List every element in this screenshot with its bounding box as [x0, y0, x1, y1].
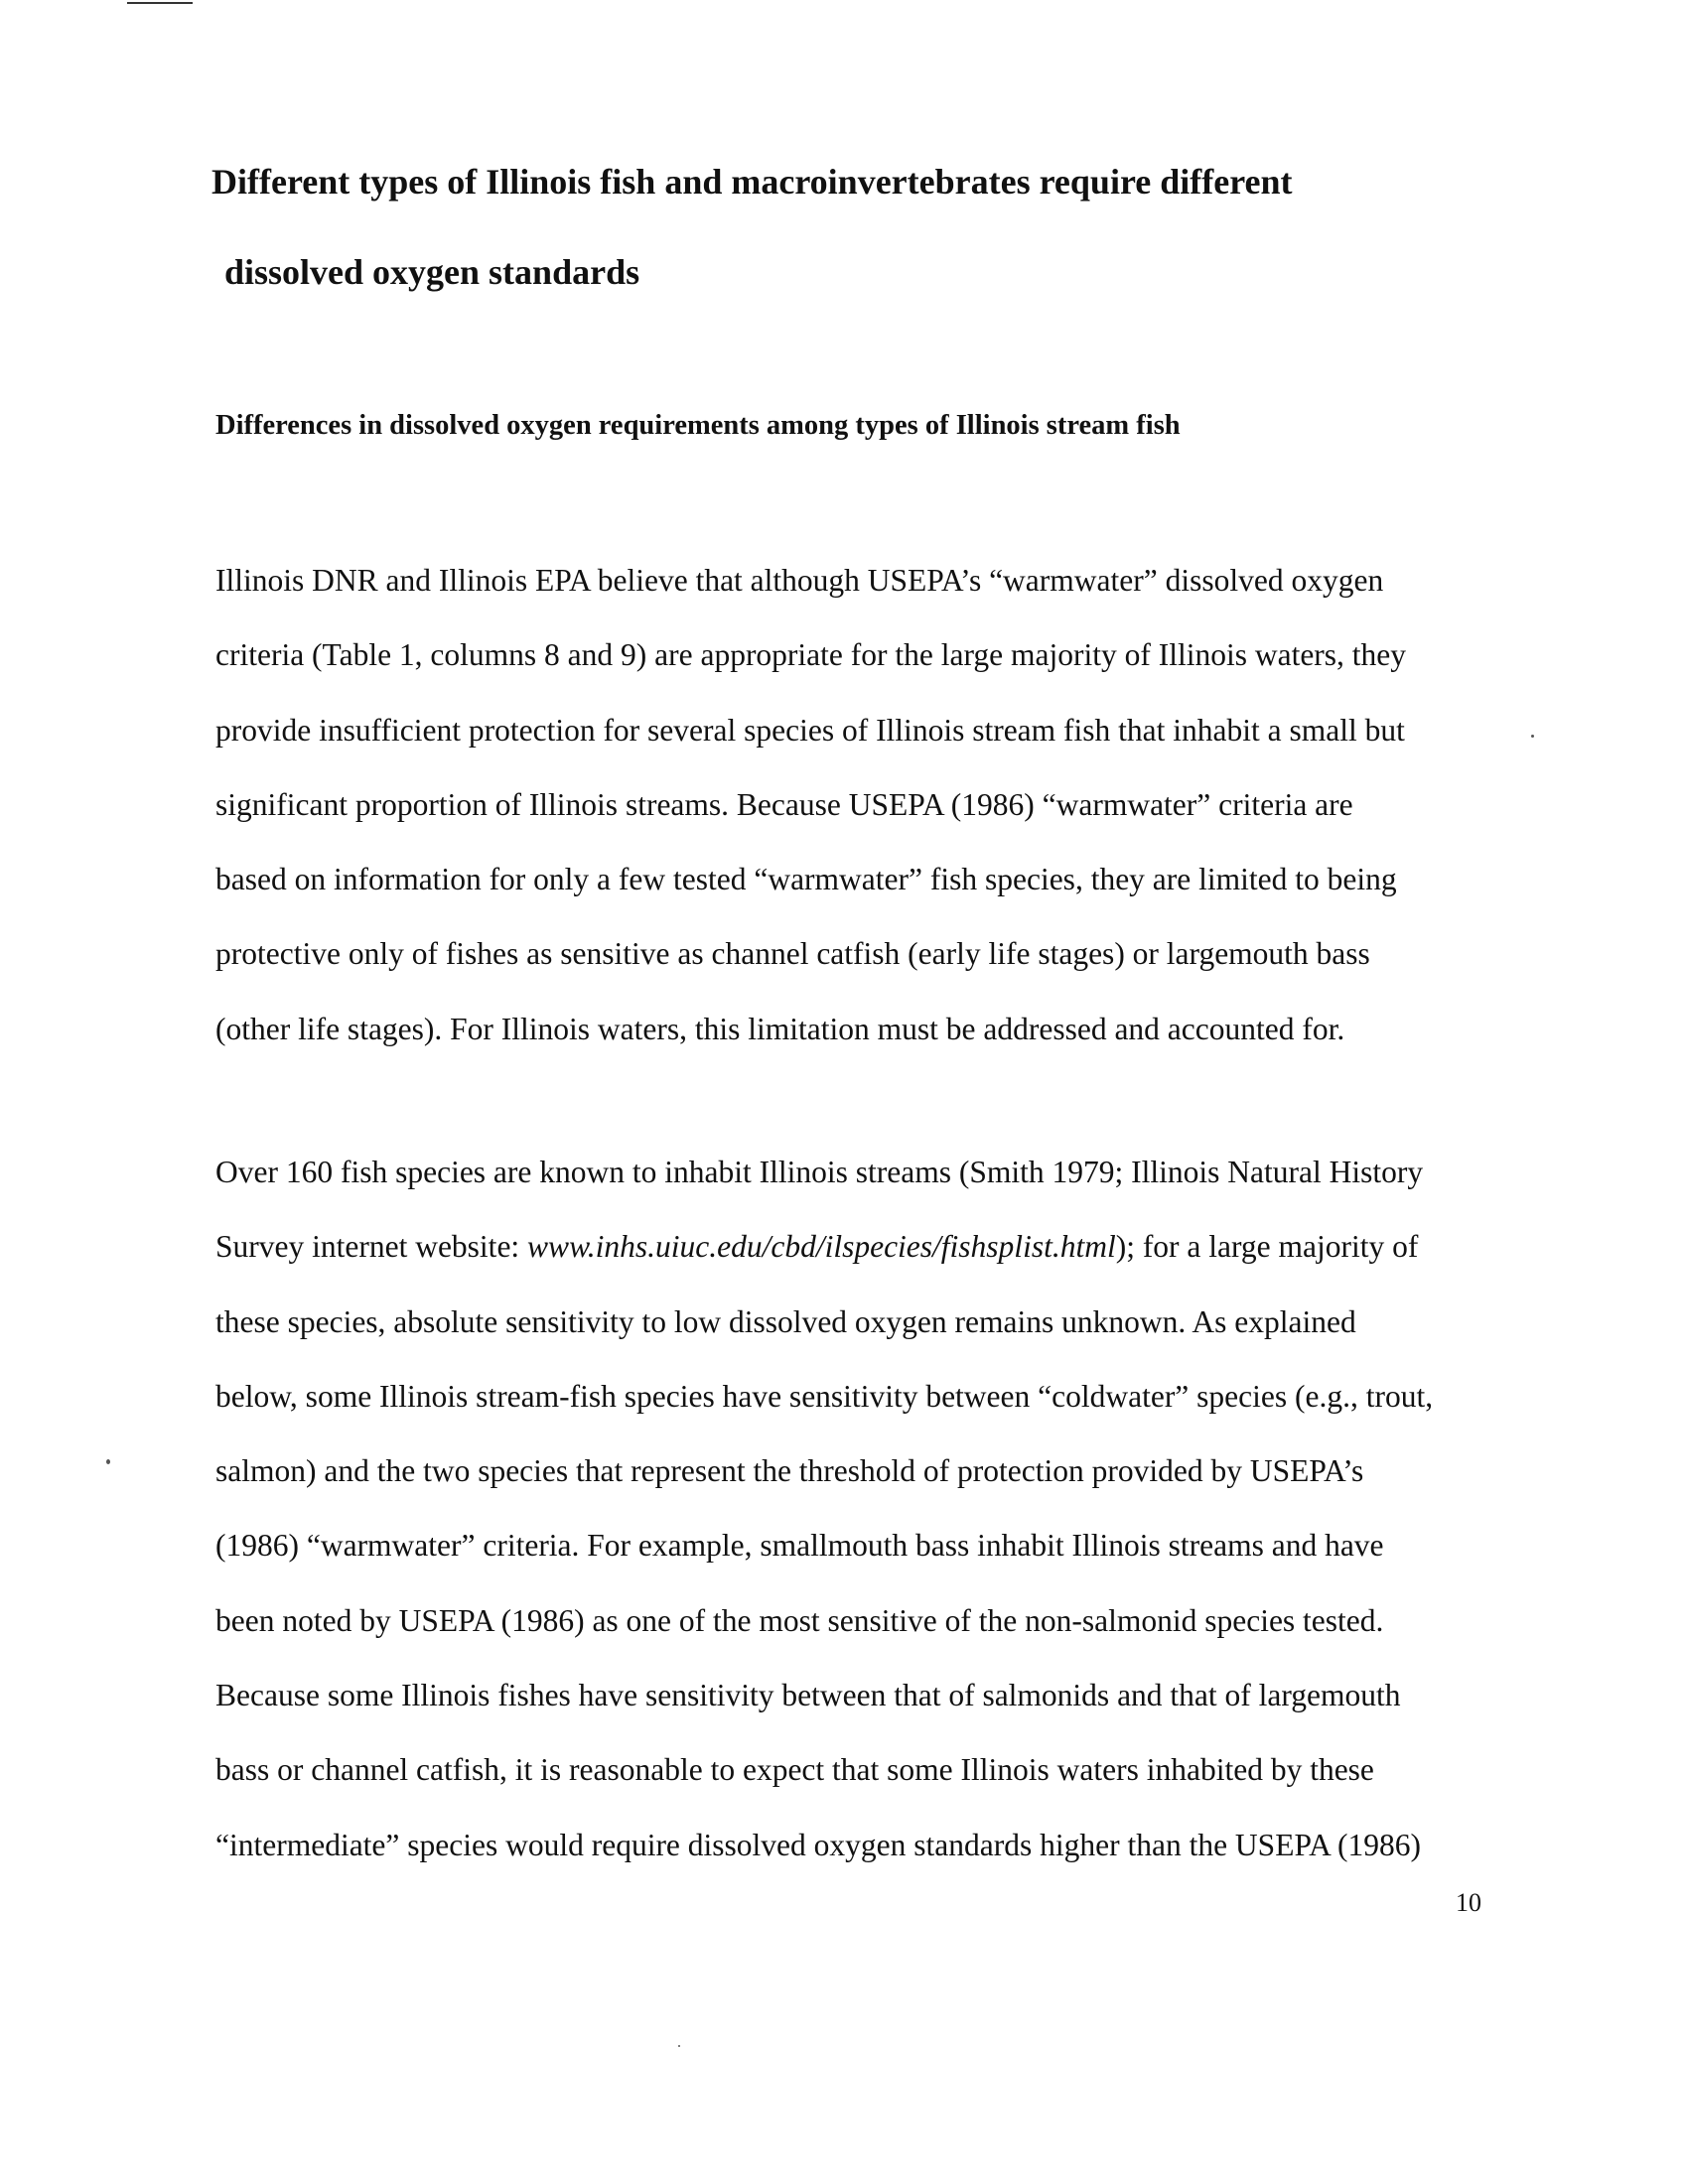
- paragraph-2-line: below, some Illinois stream-fish species have sensitivity between “coldwater” species (e.g., trout,: [215, 1378, 1434, 1414]
- paragraph-2-line: salmon) and the two species that represent the threshold of protection provided by USEPA’s: [215, 1453, 1364, 1489]
- paragraph-2-line: Because some Illinois fishes have sensitivity between that of salmonids and that of largemouth: [215, 1678, 1401, 1713]
- website-url: www.inhs.uiuc.edu/cbd/ilspecies/fishsplist.html: [527, 1229, 1116, 1265]
- paragraph-2-line-with-url: [215, 1209, 1433, 1284]
- scan-edge-mark: [127, 2, 193, 4]
- paragraph-2-line: these species, absolute sensitivity to low dissolved oxygen remains unknown. As explained: [215, 1303, 1356, 1339]
- url-trail-text: ); for a large majority of: [1115, 1229, 1419, 1265]
- paragraph-2-line: (1986) “warmwater” criteria. For example, smallmouth bass inhabit Illinois streams and have: [215, 1528, 1384, 1564]
- paragraph-2-line: been noted by USEPA (1986) as one of the most sensitive of the non-salmonid species tested.: [215, 1602, 1384, 1638]
- document-title-line-1: Different types of Illinois fish and macroinvertebrates require different: [211, 162, 1293, 202]
- paragraph-1-line: Illinois DNR and Illinois EPA believe that although USEPA’s “warmwater” dissolved oxygen: [215, 563, 1384, 598]
- paragraph-1-line: criteria (Table 1, columns 8 and 9) are appropriate for the large majority of Illinois waters, they: [215, 637, 1407, 673]
- scan-speck: [678, 2045, 680, 2047]
- scan-speck: [1531, 735, 1534, 738]
- paragraph-1-line: significant proportion of Illinois streams. Because USEPA (1986) “warmwater” criteria are: [215, 786, 1353, 822]
- paragraph-1-line: based on information for only a few tested “warmwater” fish species, they are limited to being: [215, 862, 1397, 897]
- paragraph-1-line: protective only of fishes as sensitive as channel catfish (early life stages) or largemouth bass: [215, 936, 1370, 972]
- paragraph-2: [215, 1135, 1433, 1882]
- document-title-line-2: dissolved oxygen standards: [224, 252, 640, 292]
- paragraph-2-line: “intermediate” species would require dissolved oxygen standards higher than the USEPA (1986): [215, 1827, 1421, 1862]
- paragraph-2-line: bass or channel catfish, it is reasonable to expect that some Illinois waters inhabited by these: [215, 1752, 1374, 1788]
- scan-speck: [106, 1459, 110, 1464]
- section-heading: Differences in dissolved oxygen requirements among types of Illinois stream fish: [215, 410, 1181, 441]
- paragraph-2-line: Over 160 fish species are known to inhabit Illinois streams (Smith 1979; Illinois Natural History: [215, 1155, 1424, 1189]
- paragraph-1-line: (other life stages). For Illinois waters, this limitation must be addressed and accounted for.: [215, 1011, 1345, 1046]
- paragraph-1: [215, 543, 1406, 1066]
- paragraph-1-line: provide insufficient protection for several species of Illinois stream fish that inhabit a small but: [215, 712, 1405, 748]
- url-lead-text: Survey internet website:: [215, 1229, 528, 1265]
- page-number: 10: [1456, 1888, 1481, 1917]
